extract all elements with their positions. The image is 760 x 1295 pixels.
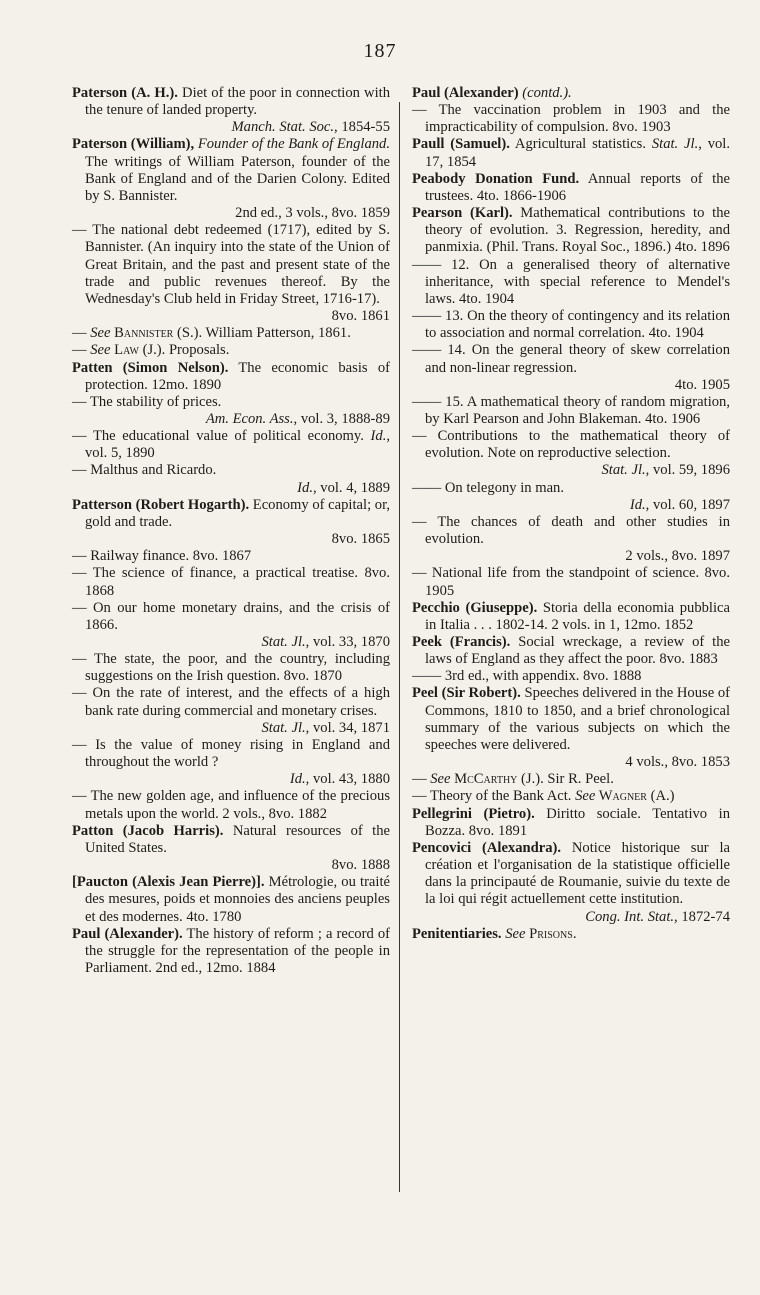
entry-dash: — bbox=[412, 771, 431, 788]
entry-dash: — bbox=[72, 222, 93, 239]
entry-text: (J.). Sir R. Peel. bbox=[517, 771, 614, 788]
catalogue-entry bbox=[72, 874, 390, 925]
entry-text: Annual reports of the trustees. 4to. 1866-1906 bbox=[425, 170, 730, 204]
catalogue-entry bbox=[412, 840, 730, 926]
entry-dash: — bbox=[72, 651, 95, 668]
entry-author: Peabody Donation Fund. bbox=[412, 170, 580, 187]
citation-detail: , vol. 4, 1889 bbox=[312, 479, 390, 496]
citation-detail: , vol. 60, 1897 bbox=[645, 496, 730, 513]
catalogue-entry bbox=[412, 480, 730, 514]
entry-text: (J.). Proposals. bbox=[138, 342, 230, 359]
citation-detail: , vol. 43, 1880 bbox=[305, 771, 390, 788]
catalogue-entry bbox=[412, 205, 730, 256]
entry-text: The vaccination problem in 1903 and the impracticability of compulsion. 8vo. 1903 bbox=[425, 102, 731, 136]
catalogue-entry bbox=[412, 85, 730, 102]
catalogue-entry bbox=[412, 136, 730, 170]
cross-reference: Bannister bbox=[110, 325, 174, 342]
entry-author: Pellegrini (Pietro). bbox=[412, 805, 535, 822]
catalogue-entry bbox=[412, 926, 730, 943]
journal-citation: Id. bbox=[289, 771, 306, 788]
entry-dash: —— bbox=[412, 342, 448, 359]
entry-text: Is the value of money rising in England and throughout the world ? bbox=[85, 736, 390, 771]
entry-dash: —— bbox=[412, 256, 452, 273]
entry-dash: — bbox=[72, 599, 93, 616]
entry-author: Patterson (Robert Hogarth). bbox=[72, 496, 250, 513]
entry-dash: — bbox=[72, 788, 91, 805]
entry-dash: —— bbox=[412, 393, 446, 410]
catalogue-entry bbox=[72, 926, 390, 977]
edition-detail: 2nd ed., 3 vols., 8vo. 1859 bbox=[235, 205, 390, 222]
citation-detail: , 1854-55 bbox=[334, 119, 390, 136]
catalogue-entry bbox=[72, 342, 390, 359]
entry-author: Pecchio (Giuseppe). bbox=[412, 599, 538, 616]
entry-text: 13. On the theory of contingency and its relation to association and normal correlation. 4to. 1904 bbox=[425, 308, 730, 342]
entry-text: (A.) bbox=[646, 788, 675, 805]
entry-text: Diritto sociale. Tentativo in Bozza. 8vo. 1891 bbox=[425, 805, 730, 839]
catalogue-entry bbox=[412, 342, 730, 393]
catalogue-entry bbox=[412, 600, 730, 634]
page-number: 187 bbox=[363, 40, 397, 62]
catalogue-entry bbox=[72, 360, 390, 394]
left-column bbox=[72, 85, 390, 977]
entry-text: (S.). William Patterson, 1861. bbox=[173, 325, 351, 342]
catalogue-entry bbox=[72, 394, 390, 428]
entry-space bbox=[364, 428, 371, 444]
catalogue-entry bbox=[412, 514, 730, 565]
entry-text: Railway finance. 8vo. 1867 bbox=[90, 548, 252, 565]
entry-text: The writings of William Paterson, founder of the Bank of England and of the Darien Colony. Edited by S. Bannister. bbox=[85, 153, 390, 204]
cross-reference: Prisons. bbox=[525, 925, 577, 942]
catalogue-entry bbox=[72, 497, 390, 548]
citation-detail: , vol. 59, 1896 bbox=[645, 462, 730, 479]
catalogue-entry bbox=[412, 394, 730, 428]
catalogue-entry bbox=[72, 85, 390, 136]
entry-text: The new golden age, and influence of the precious metals upon the world. 2 vols., 8vo. 1882 bbox=[85, 788, 390, 822]
entry-dash: — bbox=[72, 325, 91, 342]
edition-detail: 4to. 1905 bbox=[674, 376, 730, 393]
citation-line bbox=[425, 462, 730, 479]
edition-detail: 4 vols., 8vo. 1853 bbox=[625, 754, 730, 771]
entry-text: Métrologie, ou traité des mesures, poids et monnoies des anciens peuples et des modernes. 4to. 1780 bbox=[85, 874, 390, 925]
citation-detail: , vol. 34, 1871 bbox=[305, 719, 390, 736]
edition-detail: 2 vols., 8vo. 1897 bbox=[625, 548, 730, 565]
catalogue-entry bbox=[412, 788, 730, 805]
column-divider bbox=[399, 102, 400, 1192]
entry-text: 15. A mathematical theory of random migration, by Karl Pearson and John Blakeman. 4to. 1906 bbox=[425, 393, 730, 427]
journal-citation: Manch. Stat. Soc. bbox=[231, 119, 335, 136]
entry-author: Patten (Simon Nelson). bbox=[72, 359, 229, 376]
entry-text: Theory of the Bank Act. bbox=[429, 788, 572, 805]
entry-text: Diet of the poor in connection with the tenure of landed property. bbox=[85, 85, 390, 119]
entry-title-italic: (contd.). bbox=[518, 85, 572, 101]
entry-dash: —— bbox=[412, 479, 445, 496]
entry-text: The educational value of political economy. bbox=[92, 428, 364, 445]
entry-author: Patton (Jacob Harris). bbox=[72, 822, 224, 839]
catalogue-entry bbox=[72, 136, 390, 222]
entry-text: Economy of capital; or, gold and trade. bbox=[85, 496, 390, 530]
catalogue-entry bbox=[72, 428, 390, 462]
entry-text: On the rate of interest, and the effects of a high bank rate during commercial and monetary crises. bbox=[85, 685, 390, 719]
citation-detail: , vol. 5, 1890 bbox=[85, 428, 390, 462]
entry-author: Paul (Alexander). bbox=[72, 925, 183, 942]
entry-text: Malthus and Ricardo. bbox=[90, 462, 217, 479]
entry-text: The stability of prices. bbox=[89, 393, 222, 410]
entry-author: Peek (Francis). bbox=[412, 634, 511, 650]
catalogue-entry bbox=[412, 685, 730, 771]
journal-citation: Id. bbox=[629, 496, 646, 513]
entry-dash: —— bbox=[412, 308, 446, 325]
catalogue-entry bbox=[412, 806, 730, 840]
catalogue-entry bbox=[412, 171, 730, 205]
journal-citation: Stat. Jl. bbox=[601, 462, 646, 479]
see-reference: See bbox=[90, 325, 111, 342]
see-reference: See bbox=[430, 771, 451, 788]
entry-author: Paterson (A. H.). bbox=[72, 85, 178, 101]
entry-dash: — bbox=[72, 393, 90, 410]
entry-text: The chances of death and other studies in evolution. bbox=[425, 513, 730, 548]
catalogue-entry bbox=[72, 737, 390, 788]
citation-line bbox=[85, 119, 390, 136]
entry-dash: — bbox=[412, 428, 438, 445]
journal-citation: Stat. Jl. bbox=[261, 634, 306, 650]
catalogue-entry bbox=[412, 102, 730, 136]
entry-dash: — bbox=[72, 428, 93, 445]
catalogue-entry bbox=[412, 257, 730, 308]
catalogue-entry bbox=[72, 325, 390, 342]
cross-reference: Wagner bbox=[595, 788, 647, 805]
journal-citation: Cong. Int. Stat. bbox=[585, 908, 675, 925]
citation-line bbox=[425, 909, 730, 926]
entry-dash: — bbox=[412, 565, 432, 582]
entry-dash: — bbox=[72, 736, 96, 753]
see-reference: See bbox=[501, 925, 526, 942]
catalogue-entry bbox=[72, 788, 390, 822]
entry-text: The national debt redeemed (1717), edited by S. Bannister. (An inquiry into the state of the Union of Great Britain, and the past and present state of the trade and public revenues thereof. By the Wednesday's Club held in Friday Street, 1716-17). bbox=[85, 222, 390, 307]
catalogue-entry bbox=[72, 823, 390, 874]
journal-citation: Stat. Jl. bbox=[651, 136, 699, 153]
edition-detail: 8vo. 1865 bbox=[331, 531, 390, 548]
entry-text: 14. On the general theory of skew correlation and non-linear regression. bbox=[425, 342, 730, 376]
catalogue-entry bbox=[72, 222, 390, 325]
entry-dash: — bbox=[412, 513, 438, 530]
catalogue-entry bbox=[72, 565, 390, 599]
see-reference: See bbox=[90, 342, 111, 359]
entry-author: Pearson (Karl). bbox=[412, 205, 513, 222]
entry-dash: — bbox=[412, 102, 439, 119]
citation-line bbox=[85, 411, 390, 428]
catalogue-entry bbox=[72, 600, 390, 651]
citation-line bbox=[85, 634, 390, 651]
entry-text: Speeches delivered in the House of Commons, 1810 to 1850, and a brief chronological summary of the various subjects on which the speeches were delivered. bbox=[425, 685, 730, 753]
entry-text: On telegony in man. bbox=[444, 479, 565, 496]
citation-line bbox=[425, 497, 730, 514]
see-reference: See bbox=[571, 788, 596, 805]
entry-text: On our home monetary drains, and the crisis of 1866. bbox=[85, 599, 391, 633]
entry-author: Paterson (William), bbox=[72, 136, 195, 153]
entry-author: [Paucton (Alexis Jean Pierre)]. bbox=[72, 874, 265, 891]
entry-author: Penitentiaries. bbox=[412, 925, 502, 942]
entry-author: Paull (Samuel). bbox=[412, 136, 510, 153]
journal-citation: Id. bbox=[297, 479, 313, 496]
entry-author: Peel (Sir Robert). bbox=[412, 685, 521, 702]
cross-reference: McCarthy bbox=[450, 771, 518, 788]
entry-dash: — bbox=[412, 788, 430, 805]
entry-text: National life from the standpoint of science. 8vo. 1905 bbox=[425, 565, 730, 599]
entry-text: Agricultural statistics. bbox=[509, 136, 646, 153]
entry-dash: — bbox=[72, 685, 93, 702]
citation-line bbox=[85, 480, 390, 497]
entry-dash: — bbox=[72, 342, 91, 359]
catalogue-entry bbox=[412, 308, 730, 342]
journal-citation: Stat. Jl. bbox=[261, 719, 306, 736]
entry-text: The science of finance, a practical treatise. 8vo. 1868 bbox=[85, 565, 390, 599]
catalogue-entry bbox=[412, 771, 730, 788]
entry-dash: — bbox=[72, 565, 93, 582]
citation-detail: , 1872-74 bbox=[674, 908, 730, 925]
catalogue-entry bbox=[72, 462, 390, 496]
citation-detail: , vol. 3, 1888-89 bbox=[293, 410, 390, 427]
entry-text: The economic basis of protection. 12mo. 1890 bbox=[85, 359, 390, 393]
journal-citation: Am. Econ. Ass. bbox=[205, 410, 294, 427]
entry-text: Notice historique sur la création et l'organisation de la statistique officielle dans la principauté de Roumanie, suivie du texte de la loi qui régit actuellement cette institution. bbox=[425, 839, 731, 908]
citation-detail: , vol. 17, 1854 bbox=[425, 136, 731, 170]
entry-dash: —— bbox=[412, 668, 445, 685]
entry-text: Storia della economia pubblica in Italia . . . 1802-14. 2 vols. in 1, 12mo. 1852 bbox=[425, 599, 730, 633]
cross-reference: Law bbox=[110, 342, 139, 359]
entry-author: Pencovici (Alexandra). bbox=[412, 839, 562, 856]
catalogue-entry bbox=[72, 651, 390, 685]
edition-detail: 8vo. 1861 bbox=[331, 308, 390, 325]
entry-dash: — bbox=[72, 462, 91, 479]
entry-text: Mathematical contributions to the theory of evolution. 3. Regression, heredity, and panmixia. (Phil. Trans. Royal Soc., 1896.) 4to. 1896 bbox=[425, 205, 730, 256]
right-column bbox=[412, 85, 730, 943]
catalogue-entry bbox=[72, 548, 390, 565]
citation-line bbox=[85, 720, 390, 737]
citation-detail: , vol. 33, 1870 bbox=[305, 634, 390, 650]
entry-text: Social wreckage, a review of the laws of England as they affect the poor. 8vo. 1883 bbox=[425, 634, 730, 668]
citation-line bbox=[85, 771, 390, 788]
catalogue-entry bbox=[412, 428, 730, 479]
entry-text: Contributions to the mathematical theory of evolution. Note on reproductive selection. bbox=[425, 428, 730, 462]
entry-dash: — bbox=[72, 548, 91, 565]
entry-text: 12. On a generalised theory of alternative inheritance, with special reference to Mendel's laws. 4to. 1904 bbox=[425, 256, 730, 307]
edition-detail: 8vo. 1888 bbox=[331, 857, 390, 874]
entry-author: Paul (Alexander) bbox=[412, 85, 519, 101]
entry-text: The state, the poor, and the country, including suggestions on the Irish question. 8vo. 1870 bbox=[85, 651, 390, 685]
entry-text: 3rd ed., with appendix. 8vo. 1888 bbox=[444, 668, 642, 685]
entry-title-italic: Founder of the Bank of England. bbox=[194, 136, 390, 153]
entry-text: Natural resources of the United States. bbox=[85, 822, 390, 856]
catalogue-entry bbox=[412, 565, 730, 599]
catalogue-entry bbox=[412, 634, 730, 668]
journal-citation: Id. bbox=[370, 428, 387, 445]
entry-text: The history of reform ; a record of the struggle for the representation of the people in Parliament. 2nd ed., 12mo. 1884 bbox=[85, 925, 390, 976]
catalogue-entry bbox=[412, 668, 730, 685]
catalogue-entry bbox=[72, 685, 390, 736]
